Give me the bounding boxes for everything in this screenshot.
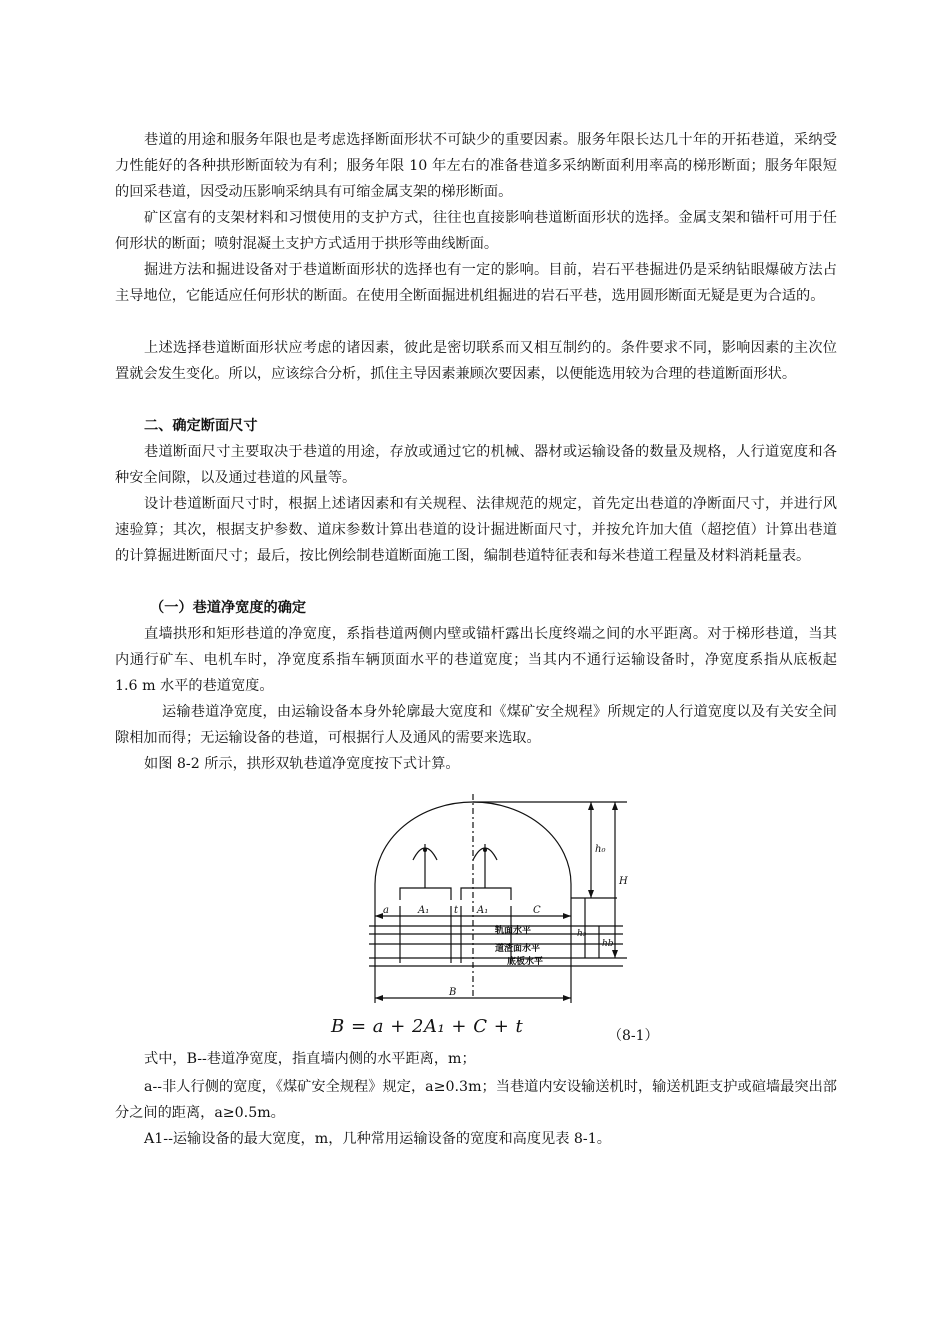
arrow-right	[563, 913, 571, 919]
label-floor-level: 底板水平	[507, 957, 544, 967]
paragraph-support-material: 矿区富有的支架材料和习惯使用的支护方式，往往也直接影响巷道断面形状的选择。金属支架和锚杆可用于任何形状的断面；喷射混凝土支护方式适用于拱形等曲线断面。	[115, 210, 837, 252]
arrow-B-right	[563, 995, 571, 1001]
paragraph-service-life: 巷道的用途和服务年限也是考虑选择断面形状不可缺少的重要因素。服务年限长达几十年的开拓巷道，采纳受力性能好的各种拱形断面较为有利；服务年限 10 年左右的准备巷道多采纳断面利用率高的梯形断面；服务年限短的回采巷道，因受动压影响采纳具有可缩金属支架的梯形断面。	[115, 132, 837, 200]
arrow-B-left	[375, 995, 383, 1001]
equation-number: （8-1）	[608, 1028, 659, 1044]
paragraph-A1-definition: A1--运输设备的最大宽度，m，几种常用运输设备的宽度和高度见表 8-1。	[144, 1131, 611, 1147]
paragraph-B-definition: 式中，B--巷道净宽度，指直墙内侧的水平距离，m；	[144, 1051, 476, 1067]
trolley-wire-left	[423, 848, 427, 852]
label-rail-level: 轨面水平	[495, 926, 532, 936]
paragraph-net-width-definition: 直墙拱形和矩形巷道的净宽度，系指巷道两侧内壁或锚杆露出长度终端之间的水平距离。对于梯形巷道，当其内通行矿车、电机车时，净宽度系指车辆顶面水平的巷道宽度；当其内不通行运输设备时，净宽度系指从底板起 1.6 m 水平的巷道宽度。	[115, 626, 837, 694]
label-C: C	[533, 905, 541, 916]
arrow-h0-top	[588, 802, 594, 810]
car-right	[461, 888, 511, 900]
paragraph-figure-ref: 如图 8-2 所示，拱形双轨巷道净宽度按下式计算。	[144, 756, 460, 772]
arrow-h0-bottom	[588, 890, 594, 898]
paragraph-excavation-method: 掘进方法和掘进设备对于巷道断面形状的选择也有一定的影响。目前，岩石平巷掘进仍是采纳钻眼爆破方法占主导地位，它能适应任何形状的断面。在使用全断面掘进机组掘进的岩石平巷，选用圆形断面无疑是更为合适的。	[115, 262, 837, 304]
width-formula: B = a + 2A₁ + C + t	[331, 1016, 524, 1037]
label-B: B	[449, 987, 457, 998]
label-h0: h₀	[595, 844, 606, 855]
car-left	[400, 888, 451, 900]
subsection-heading: （一）巷道净宽度的确定	[150, 600, 307, 616]
label-h3: h₃	[577, 929, 587, 939]
paragraph-design-process: 设计巷道断面尺寸时，根据上述诸因素和有关规程、法律规范的规定，首先定出巷道的净断面尺寸，并进行风速验算；其次，根据支护参数、道床参数计算出巷道的设计掘进断面尺寸，并按允许加大值（超挖值）计算出巷道的计算掘进断面尺寸；最后，按比例绘制巷道断面施工图，编制巷道特征表和每米巷道工程量及材料消耗量表。	[115, 496, 837, 564]
arrow-H-bottom	[612, 950, 618, 958]
arrow-H-top	[612, 802, 618, 810]
arrow-left	[375, 913, 383, 919]
label-a: a	[383, 905, 389, 916]
label-ballast-level: 道渣面水平	[495, 944, 541, 954]
section-heading: 二、确定断面尺寸	[144, 418, 258, 434]
label-t: t	[454, 905, 459, 916]
label-A1-left: A₁	[418, 905, 430, 916]
trolley-wire-right	[483, 848, 487, 852]
label-A1-right: A₁	[477, 905, 489, 916]
paragraph-section-size: 巷道断面尺寸主要取决于巷道的用途，存放或通过它的机械、器材或运输设备的数量及规格，人行道宽度和各种安全间隙，以及通过巷道的风量等。	[115, 444, 837, 486]
paragraph-transport-width: 运输巷道净宽度，由运输设备本身外轮廓最大宽度和《煤矿安全规程》所规定的人行道宽度以及有关安全间隙相加而得；无运输设备的巷道，可根据行人及通风的需要来选取。	[115, 704, 837, 746]
paragraph-a-definition: a--非人行侧的宽度，《煤矿安全规程》规定，a≥0.3m；当巷道内安设输送机时，输送机距支护或碹墙最突出部分之间的距离，a≥0.5m。	[115, 1079, 837, 1121]
roadway-section-diagram	[355, 788, 645, 1010]
paragraph-factors-summary: 上述选择巷道断面形状应考虑的诸因素，彼此是密切联系而又相互制约的。条件要求不同，影响因素的主次位置就会发生变化。所以，应该综合分析，抓住主导因素兼顾次要因素，以便能选用较为合理的巷道断面形状。	[115, 340, 837, 382]
label-H: H	[619, 876, 628, 887]
label-hb: hb	[602, 939, 614, 949]
